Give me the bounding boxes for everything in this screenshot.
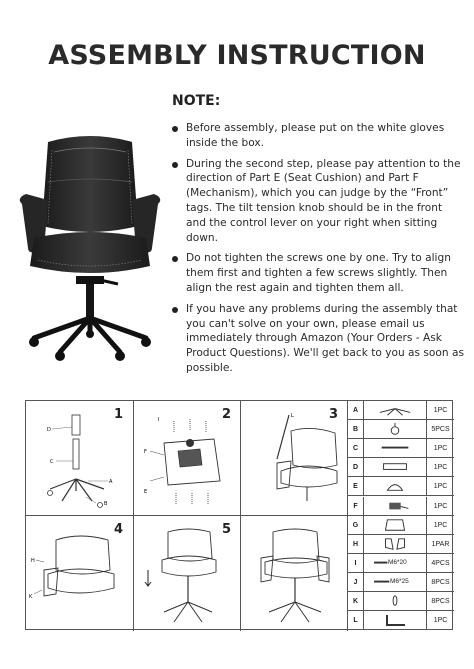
part-row (348, 497, 454, 516)
label-l: L (291, 413, 294, 419)
part-qty: 1PC (426, 611, 454, 630)
step-1-illustration (26, 401, 134, 516)
step-4-panel (26, 516, 134, 631)
gas-cover-icon (365, 458, 425, 476)
part-qty: 1PC (426, 497, 454, 515)
note-item (172, 121, 464, 151)
office-chair-photo (14, 130, 166, 362)
washer-icon (365, 592, 425, 610)
armrest-icon (365, 535, 425, 553)
label-b: B (104, 501, 108, 507)
label-a: A (109, 479, 113, 485)
part-qty: 8PCS (426, 592, 454, 610)
step-2-panel (134, 401, 241, 516)
caster-wheel-icon (365, 420, 425, 438)
note-item (172, 302, 464, 376)
note-text: During the second step, please pay attention to the direction of Part E (Seat Cushion) and Part F (Mechanism), which you can judge by the “Front” tags. The tilt tension knob should be in the front and the control lever on your right when sitting down. (186, 157, 461, 244)
step-3-illustration (241, 401, 348, 516)
part-row (348, 573, 454, 592)
step-number: 4 (114, 522, 124, 537)
label-k: K (29, 594, 33, 600)
seat-cushion-icon (365, 477, 425, 495)
down-arrow-icon (145, 570, 151, 586)
part-qty: 1PC (426, 439, 454, 457)
part-letter: L (348, 611, 364, 630)
label-e: E (144, 489, 148, 495)
note-item (172, 251, 464, 295)
note-text: Do not tighten the screws one by one. Try to align them first and tighten a few screws slightly. Then align the rest again and tighten them all. (186, 252, 451, 294)
star-base-icon (365, 401, 425, 419)
part-row (348, 516, 454, 535)
step-3-panel (241, 401, 348, 516)
part-qty: 1PC (426, 477, 454, 495)
part-row (348, 401, 454, 420)
part-row (348, 554, 454, 573)
part-qty: 8PCS (426, 573, 454, 591)
part-qty: 1PAR (426, 535, 454, 553)
part-letter: G (348, 516, 364, 534)
label-f: F (144, 449, 147, 455)
part-row (348, 420, 454, 439)
assembly-diagram-grid (25, 400, 453, 630)
label-c: C (50, 459, 54, 465)
mechanism-icon (365, 497, 425, 515)
note-text: Before assembly, please put on the white gloves inside the box. (186, 122, 445, 149)
bullet-icon (172, 256, 178, 262)
label-i: I (158, 417, 160, 423)
part-row (348, 535, 454, 554)
part-letter: I (348, 554, 364, 572)
part-letter: K (348, 592, 364, 610)
assembled-chair-panel (241, 516, 348, 631)
assembled-chair-illustration (241, 516, 348, 631)
notes-list (172, 121, 464, 382)
note-item (172, 157, 464, 246)
step-5-illustration (134, 516, 241, 631)
part-row (348, 592, 454, 611)
bullet-icon (172, 307, 178, 313)
parts-list (348, 401, 454, 631)
part-letter: F (348, 497, 364, 515)
part-letter: B (348, 420, 364, 438)
step-5-panel (134, 516, 241, 631)
part-letter: A (348, 401, 364, 419)
part-qty: 1PC (426, 458, 454, 476)
gas-lift-icon (365, 439, 425, 457)
step-number: 3 (329, 407, 339, 422)
part-row (348, 439, 454, 458)
allen-key-icon (365, 611, 425, 630)
note-heading: NOTE: (172, 93, 221, 109)
part-qty: 5PCS (426, 420, 454, 438)
label-d: D (47, 427, 51, 433)
part-row (348, 477, 454, 496)
step-number: 2 (222, 407, 232, 422)
part-row (348, 458, 454, 477)
step-2-illustration (134, 401, 241, 516)
part-letter: J (348, 573, 364, 591)
step-number: 5 (222, 522, 232, 537)
bullet-icon (172, 126, 178, 132)
part-letter: E (348, 477, 364, 495)
part-letter: H (348, 535, 364, 553)
part-row (348, 611, 454, 630)
step-1-panel (26, 401, 134, 516)
part-qty: 1PC (426, 516, 454, 534)
part-qty: 4PCS (426, 554, 454, 572)
backrest-icon (365, 516, 425, 534)
note-text: If you have any problems during the assembly that you can't solve on your own, please email us immediately through Amazon (Your Orders - Ask Product Questions). We'll get back to you as soon as possible. (186, 302, 464, 374)
page-title: ASSEMBLY INSTRUCTION (48, 40, 426, 71)
part-letter: C (348, 439, 364, 457)
screw-size-label: M6*20 (388, 558, 407, 566)
screw-size-label: M6*25 (390, 577, 409, 585)
step-number: 1 (114, 407, 124, 422)
part-qty: 1PC (426, 401, 454, 419)
step-4-illustration (26, 516, 134, 631)
part-letter: D (348, 458, 364, 476)
label-h: H (31, 558, 35, 564)
bullet-icon (172, 162, 178, 168)
